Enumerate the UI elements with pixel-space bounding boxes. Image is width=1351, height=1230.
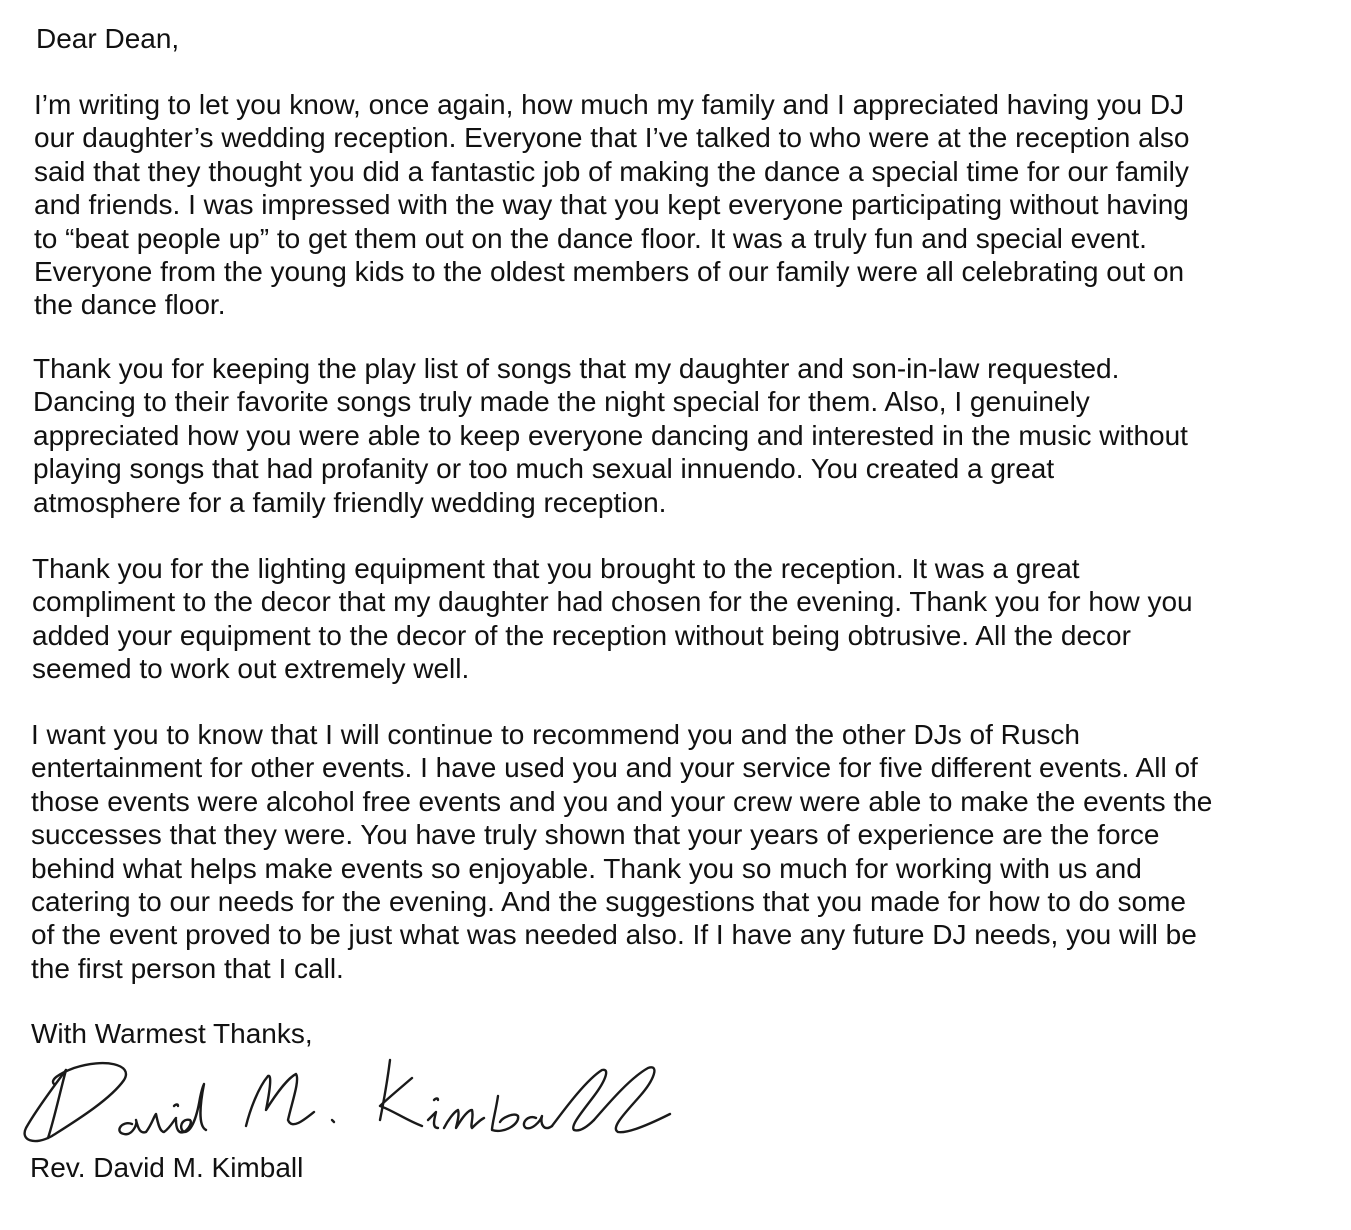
paragraph-2 [33,352,1333,519]
paragraph-line: of the event proved to be just what was needed also. If I have any future DJ needs, you will be [31,919,1197,951]
paragraph-line: and friends. I was impressed with the way that you kept everyone participating without having [34,189,1189,221]
paragraph-line: appreciated how you were able to keep everyone dancing and interested in the music without [33,419,1188,451]
paragraph-3 [32,552,1332,686]
paragraph-line: seemed to work out extremely well. [32,653,470,685]
paragraph-line: compliment to the decor that my daughter had chosen for the evening. Thank you for how you [32,586,1193,618]
paragraph-line: added your equipment to the decor of the reception without being obtrusive. All the decor [32,619,1131,651]
paragraph-line: said that they thought you did a fantastic job of making the dance a special time for our family [34,155,1189,187]
closing: With Warmest Thanks, [31,1018,313,1049]
paragraph-line: Thank you for keeping the play list of songs that my daughter and son-in-law requested. [33,353,1120,384]
paragraph-line: the dance floor. [34,289,226,321]
signer-name: Rev. David M. Kimball [30,1152,304,1183]
paragraph-line: catering to our needs for the evening. And the suggestions that you made for how to do some [31,886,1186,918]
paragraph-line: Dancing to their favorite songs truly made the night special for them. Also, I genuinely [33,386,1090,418]
paragraph-line: Thank you for the lighting equipment that you brought to the reception. It was a great [32,553,1080,584]
paragraph-line: Everyone from the young kids to the oldest members of our family were all celebrating out on [34,256,1185,288]
paragraph-line: successes that they were. You have truly shown that your years of experience are the force [31,819,1160,851]
paragraph-line: atmosphere for a family friendly wedding reception. [33,486,667,518]
paragraph-line: I’m writing to let you know, once again, how much my family and I appreciated having you DJ [34,89,1185,120]
paragraph-line: I want you to know that I will continue to recommend you and the other DJs of Rusch [31,719,1080,750]
paragraph-line: our daughter’s wedding reception. Everyone that I’ve talked to who were at the reception also [34,122,1190,154]
handwritten-signature [14,1040,674,1150]
salutation: Dear Dean, [36,23,180,54]
paragraph-line: to “beat people up” to get them out on the dance floor. It was a truly fun and special event. [34,222,1147,254]
paragraph-line: playing songs that had profanity or too much sexual innuendo. You created a great [33,453,1055,485]
paragraph-line: behind what helps make events so enjoyable. Thank you so much for working with us and [31,852,1142,884]
paragraph-1 [34,88,1334,322]
paragraph-4 [31,718,1331,985]
paragraph-line: those events were alcohol free events and you and your crew were able to make the events the [31,785,1213,817]
paragraph-line: the first person that I call. [31,952,344,984]
paragraph-line: entertainment for other events. I have used you and your service for five different events. All of [31,752,1198,784]
